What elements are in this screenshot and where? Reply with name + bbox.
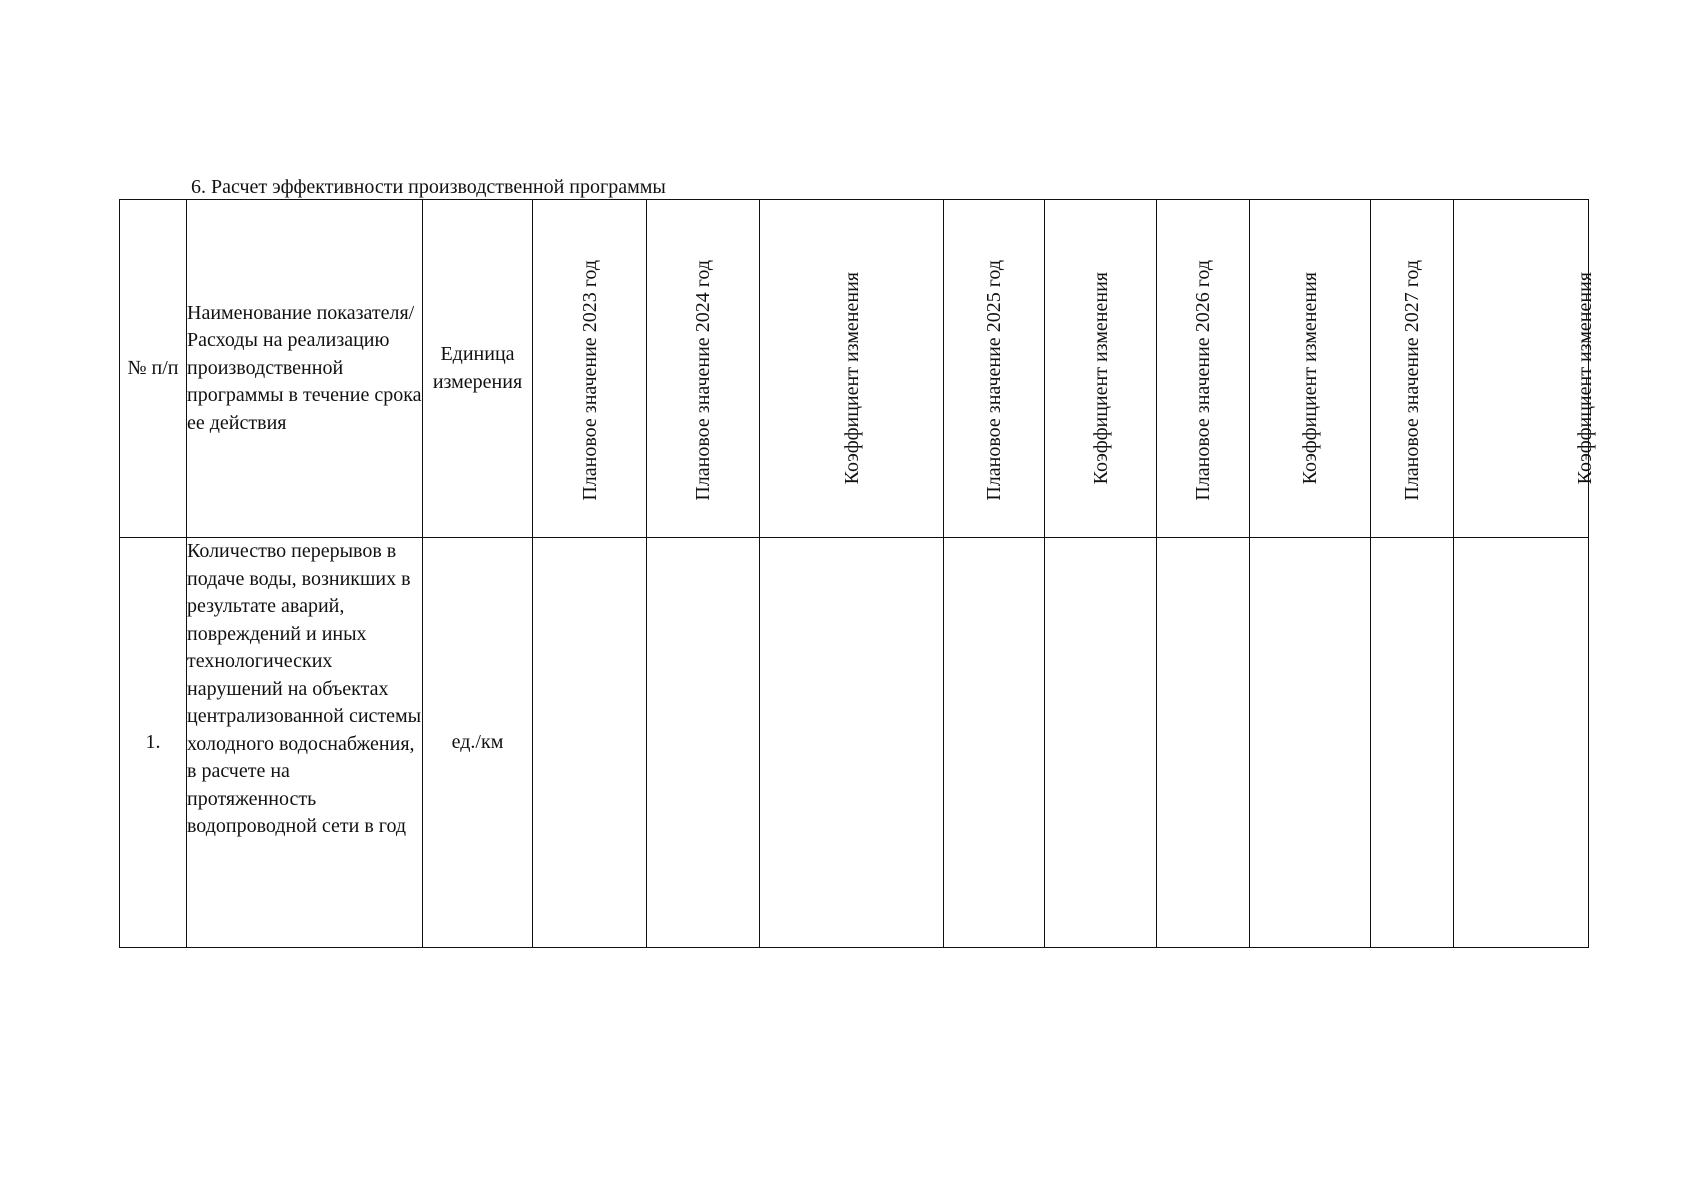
row-unit: ед./км <box>423 538 533 948</box>
table-row <box>120 538 1589 948</box>
row-plan-2025 <box>944 538 1045 948</box>
row-plan-2027 <box>1371 538 1454 948</box>
page-title: 6. Расчет эффективности производственной программы <box>191 176 666 198</box>
row-coef-4 <box>1454 538 1589 948</box>
header-plan-2024 <box>647 200 760 538</box>
header-coef-1-label: Коэффициент изменения <box>840 272 863 485</box>
row-name: Количество перерывов в подаче воды, возникших в результате аварий, повреждений и иных технологических нарушений на объектах централизованной системы холодного водоснабжения, в расчете на протяженность водопроводной сети в год <box>187 538 423 948</box>
header-coef-4-label: Коэффициент изменения <box>1574 272 1596 485</box>
row-coef-1 <box>760 538 944 948</box>
row-num: 1. <box>120 538 187 948</box>
row-plan-2024 <box>647 538 760 948</box>
header-plan-2023 <box>533 200 647 538</box>
header-num: № п/п <box>120 200 187 538</box>
header-coef-2-label: Коэффициент изменения <box>1089 272 1112 485</box>
header-coef-3-label: Коэффициент изменения <box>1299 272 1321 485</box>
efficiency-table <box>119 199 1596 948</box>
header-plan-2027-label: Плановое значение 2027 год <box>1401 259 1423 501</box>
header-row <box>120 200 1589 538</box>
header-coef-3 <box>1250 200 1371 538</box>
header-plan-2027 <box>1371 200 1454 538</box>
row-plan-2026 <box>1157 538 1250 948</box>
header-name: Наименование показателя/Расходы на реализацию производственной программы в течение срока ее действия <box>187 200 423 538</box>
header-plan-2026 <box>1157 200 1250 538</box>
header-coef-4 <box>1454 200 1596 538</box>
header-unit: Единица измерения <box>423 200 533 538</box>
row-plan-2023 <box>533 538 647 948</box>
row-coef-2 <box>1045 538 1157 948</box>
header-plan-2025-label: Плановое значение 2025 год <box>983 259 1005 501</box>
header-plan-2024-label: Плановое значение 2024 год <box>692 259 714 501</box>
header-coef-2 <box>1045 200 1157 538</box>
header-plan-2023-label: Плановое значение 2023 год <box>578 259 601 501</box>
header-plan-2026-label: Плановое значение 2026 год <box>1192 259 1214 501</box>
header-coef-1 <box>760 200 944 538</box>
header-plan-2025 <box>944 200 1045 538</box>
row-coef-3 <box>1250 538 1371 948</box>
